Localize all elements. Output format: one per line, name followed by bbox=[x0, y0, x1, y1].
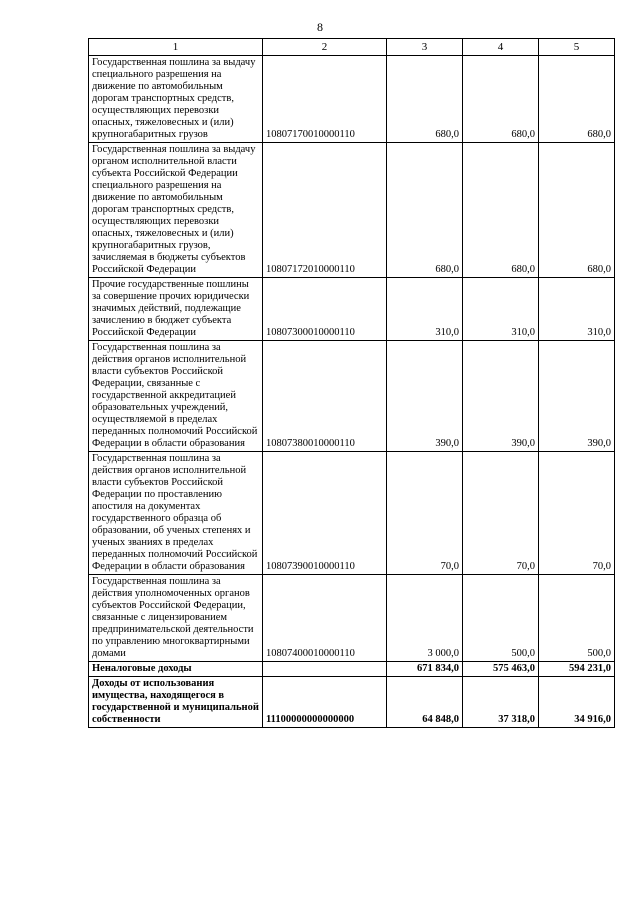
column-header-5: 5 bbox=[539, 39, 615, 56]
table-row bbox=[89, 452, 615, 575]
column-header-4: 4 bbox=[463, 39, 539, 56]
row-code: 10807300010000110 bbox=[263, 278, 387, 341]
row-name: Государственная пошлина за выдачу органом исполнительной власти субъекта Российской Федерации специального разрешения на движение по автомобильным дорогам транспортных средств, осуществляющих перевозки опасных, тяжеловесных и (или) крупногабаритных грузов, зачисляемая в бюджеты субъектов Российской Федерации bbox=[89, 143, 263, 278]
row-value-4: 500,0 bbox=[463, 575, 539, 662]
row-name: Государственная пошлина за выдачу специального разрешения на движение по автомобильным дорогам транспортных средств, осуществляющих перевозки опасных, тяжеловесных и (или) крупногабаритных грузов bbox=[89, 56, 263, 143]
column-header-1: 1 bbox=[89, 39, 263, 56]
row-value-5: 390,0 bbox=[539, 341, 615, 452]
row-value-5: 680,0 bbox=[539, 143, 615, 278]
table-row bbox=[89, 143, 615, 278]
budget-revenue-table bbox=[88, 38, 615, 728]
row-value-4: 37 318,0 bbox=[463, 677, 539, 728]
row-value-3: 680,0 bbox=[387, 56, 463, 143]
subtotal-row bbox=[89, 677, 615, 728]
row-value-3: 3 000,0 bbox=[387, 575, 463, 662]
row-value-3: 390,0 bbox=[387, 341, 463, 452]
row-name: Государственная пошлина за действия органов исполнительной власти субъектов Российской Федерации по проставлению апостиля на документах государственного образца об образовании, об ученых степенях и ученых званиях в пределах переданных полномочий Российской Федерации в области образования bbox=[89, 452, 263, 575]
subtotal-row bbox=[89, 662, 615, 677]
row-value-4: 390,0 bbox=[463, 341, 539, 452]
row-value-3: 671 834,0 bbox=[387, 662, 463, 677]
column-number-row bbox=[89, 39, 615, 56]
row-value-4: 680,0 bbox=[463, 143, 539, 278]
column-header-3: 3 bbox=[387, 39, 463, 56]
row-value-4: 70,0 bbox=[463, 452, 539, 575]
row-value-4: 680,0 bbox=[463, 56, 539, 143]
row-value-3: 680,0 bbox=[387, 143, 463, 278]
row-value-5: 310,0 bbox=[539, 278, 615, 341]
row-code: 10807172010000110 bbox=[263, 143, 387, 278]
row-value-5: 34 916,0 bbox=[539, 677, 615, 728]
row-code: 10807400010000110 bbox=[263, 575, 387, 662]
row-value-3: 70,0 bbox=[387, 452, 463, 575]
table-row bbox=[89, 56, 615, 143]
row-code: 10807170010000110 bbox=[263, 56, 387, 143]
row-value-5: 680,0 bbox=[539, 56, 615, 143]
row-name: Государственная пошлина за действия уполномоченных органов субъектов Российской Федерации, связанные с лицензированием предпринимательской деятельности по управлению многоквартирными домами bbox=[89, 575, 263, 662]
row-code bbox=[263, 662, 387, 677]
row-code: 11100000000000000 bbox=[263, 677, 387, 728]
row-value-3: 64 848,0 bbox=[387, 677, 463, 728]
column-header-2: 2 bbox=[263, 39, 387, 56]
row-code: 10807380010000110 bbox=[263, 341, 387, 452]
table-row bbox=[89, 341, 615, 452]
row-name: Государственная пошлина за действия органов исполнительной власти субъектов Российской Федерации, связанные с государственной аккредитацией образовательных учреждений, осуществляемой в пределах переданных полномочий Российской Федерации в области образования bbox=[89, 341, 263, 452]
row-name: Прочие государственные пошлины за совершение прочих юридически значимых действий, подлежащие зачислению в бюджет субъекта Российской Федерации bbox=[89, 278, 263, 341]
row-value-3: 310,0 bbox=[387, 278, 463, 341]
table-row bbox=[89, 575, 615, 662]
row-value-5: 70,0 bbox=[539, 452, 615, 575]
table-row bbox=[89, 278, 615, 341]
row-name: Доходы от использования имущества, находящегося в государственной и муниципальной собственности bbox=[89, 677, 263, 728]
row-value-5: 500,0 bbox=[539, 575, 615, 662]
row-value-4: 310,0 bbox=[463, 278, 539, 341]
row-name: Неналоговые доходы bbox=[89, 662, 263, 677]
page-number: 8 bbox=[317, 20, 323, 34]
row-value-4: 575 463,0 bbox=[463, 662, 539, 677]
row-code: 10807390010000110 bbox=[263, 452, 387, 575]
row-value-5: 594 231,0 bbox=[539, 662, 615, 677]
